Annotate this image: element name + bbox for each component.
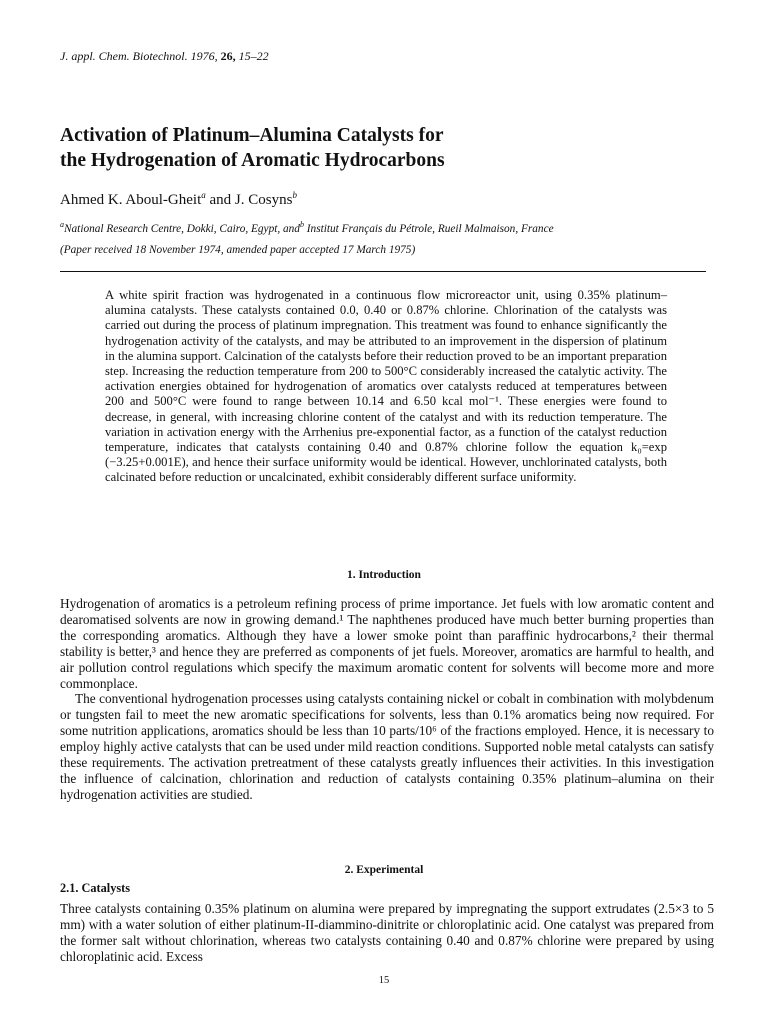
author-1-mark: a bbox=[201, 190, 206, 200]
intro-paragraph-2: The conventional hydrogenation processes using catalysts containing nickel or cobalt in combination with molybdenum or tungsten fail to meet the new aromatic specifications for solvents, less than 0.1% aromatics being now required. For some nutrition applications, aromatics should be less than 10 parts/10⁶ of the fractions employed. Hence, it is necessary to employ highly active catalysts that can be used under mild reaction conditions. Supported noble metal catalysts can satisfy these requirements. The activation pretreatment of these catalysts greatly influences their activities. In this investigation the influence of calcination, chlorination and reduction of catalysts containing 0.35% platinum–alumina on their hydrogenation activities are studied. bbox=[60, 691, 714, 802]
title-line-1: Activation of Platinum–Alumina Catalysts for bbox=[60, 125, 444, 146]
affiliation-mark-a: a bbox=[60, 220, 64, 229]
author-1: Ahmed K. Aboul-Gheit bbox=[60, 192, 202, 208]
intro-paragraph-1: Hydrogenation of aromatics is a petroleum refining process of prime importance. Jet fuels with low aromatic content and dearomatised solvents are now in growing demand.¹ The naphthenes produced have much better burning properties than the corresponding aromatics. Although they have a lower smoke point than paraffinic hydrocarbons,² their thermal stability is better,³ and hence they are preferred as components of jet fuels. Moreover, aromatics are harmful to health, and air pollution control regulations which specify the maximum aromatic content for solvents will become more and more commonplace. bbox=[60, 596, 714, 691]
header-divider bbox=[60, 271, 706, 272]
affiliation-b: Institut Français du Pétrole, Rueil Malmaison, France bbox=[303, 222, 554, 235]
author-2-mark: b bbox=[292, 190, 297, 200]
section-heading-introduction: 1. Introduction bbox=[347, 569, 421, 581]
journal-pages: 15–22 bbox=[238, 49, 269, 63]
journal-citation bbox=[60, 49, 269, 64]
journal-volume: 26, bbox=[220, 49, 236, 63]
author-list bbox=[60, 190, 297, 209]
experimental-paragraph-1: Three catalysts containing 0.35% platinum on alumina were prepared by impregnating the support extrudates (2.5×3 to 5 mm) with a water solution of either platinum-II-diammino-dinitrite or chloroplatinic acid. One catalyst was prepared from the former salt without chlorination, whereas two catalysts containing 0.40 and 0.87% chlorine were prepared by using chloroplatinic acid. Excess bbox=[60, 901, 714, 964]
affiliations bbox=[60, 220, 720, 235]
abstract: A white spirit fraction was hydrogenated in a continuous flow microreactor unit, using 0.35% platinum–alumina catalysts. These catalysts contained 0.0, 0.40 or 0.87% chlorine. Chlorination of the catalysts was carried out during the process of platinum impregnation. This treatment was found to enhance significantly the hydrogenation activity of the catalysts, and may be attributed to an improvement in the dispersion of platinum in the alumina support. Calcination of the catalysts before their reduction proved to be an important preparation step. Increasing the reduction temperature from 200 to 500°C considerably increased the catalytic activity. The activation energies obtained for hydrogenation of aromatics over catalysts reduced at temperatures between 200 and 500°C were found to range between 10.14 and 6.50 kcal mol⁻¹. These energies were found to decrease, in general, with increasing chlorine content of the catalyst and with its reduction temperature. The variation in activation energy with the Arrhenius pre-exponential factor, as a function of the catalyst reduction temperature, indicates that catalysts containing 0.40 and 0.87% chlorine follow the equation k₀=exp (−3.25+0.001E), and hence their surface uniformity would be identical. However, unchlorinated catalysts, both calcinated before reduction or uncalcinated, exhibit considerably different surface uniformity. bbox=[105, 288, 667, 485]
introduction-body bbox=[60, 596, 714, 803]
journal-name: J. appl. Chem. Biotechnol. bbox=[60, 49, 188, 63]
author-2: J. Cosyns bbox=[234, 192, 293, 208]
received-dates: (Paper received 18 November 1974, amended paper accepted 17 March 1975) bbox=[60, 244, 416, 256]
affiliation-mark-b: b bbox=[299, 220, 304, 229]
section-heading-experimental: 2. Experimental bbox=[344, 864, 424, 876]
affiliation-a: National Research Centre, Dokki, Cairo, Egypt, and bbox=[64, 222, 300, 235]
article-title bbox=[60, 123, 700, 173]
page-number: 15 bbox=[378, 975, 390, 986]
author-conjunction: and bbox=[205, 192, 235, 208]
journal-year: 1976, bbox=[190, 49, 218, 63]
subsection-heading-catalysts: 2.1. Catalysts bbox=[60, 881, 131, 895]
title-line-2: the Hydrogenation of Aromatic Hydrocarbons bbox=[60, 150, 445, 171]
